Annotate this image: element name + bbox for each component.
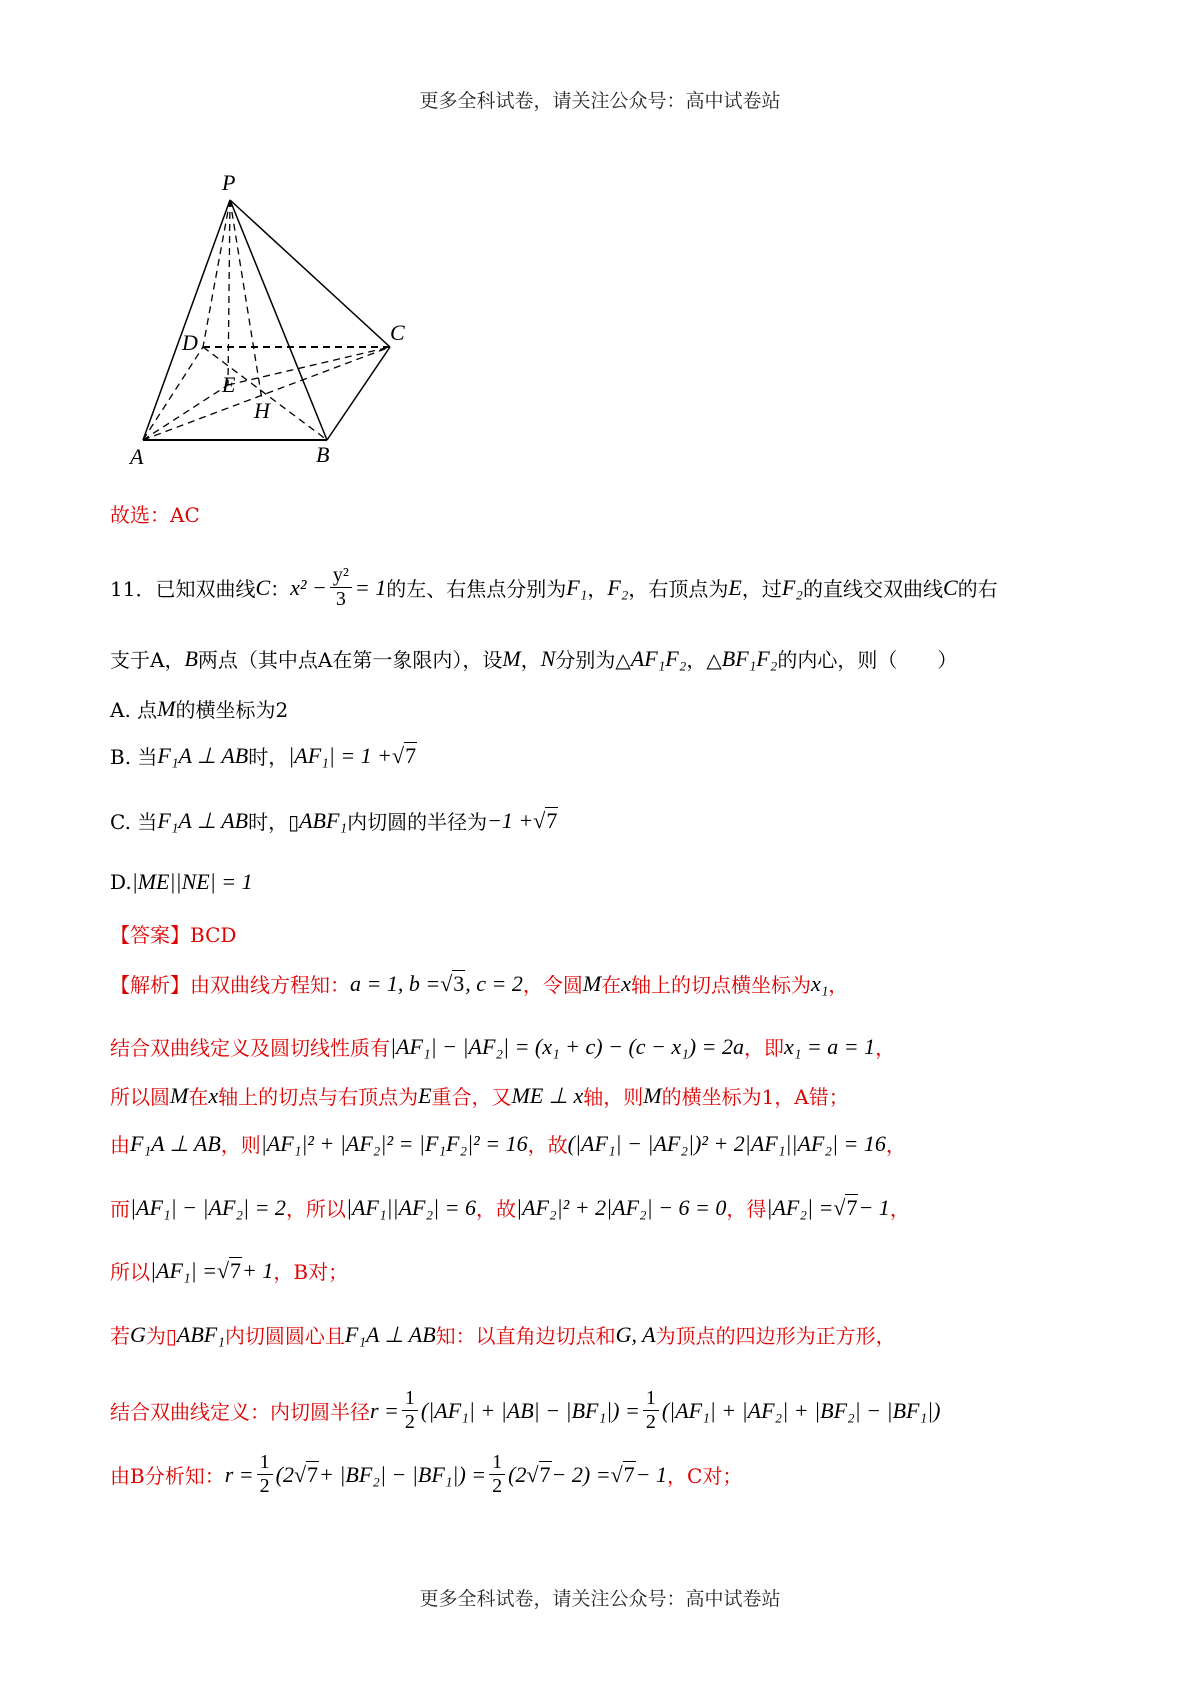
text-segment: D.: [110, 870, 132, 894]
pyramid-figure: [0, 0, 500, 480]
math-expression: F₁: [566, 574, 588, 600]
math-expression: BF₁F₂: [721, 645, 778, 671]
math-expression: (2: [508, 1461, 527, 1487]
text-segment: ，令圆: [522, 973, 583, 997]
text-segment: 内切圆圆心且: [224, 1324, 345, 1348]
math-expression: G: [130, 1321, 146, 1347]
edge-PH: [230, 200, 262, 400]
text-segment: 在: [188, 1085, 209, 1109]
math-expression: x₁: [811, 970, 829, 996]
text-segment: 而: [110, 1197, 130, 1221]
math-expression: |ME||NE| = 1: [131, 869, 253, 894]
numerator: 1: [643, 1387, 659, 1411]
label-P: P: [222, 170, 236, 195]
math-expression: M: [170, 1082, 189, 1108]
text-segment: ，: [587, 577, 608, 601]
text-segment: A. 点: [110, 698, 158, 722]
math-expression: −1 +: [487, 807, 534, 833]
math-expression: |AF₁| =: [150, 1257, 217, 1283]
text-segment: 【解析】由双曲线方程知：: [110, 973, 350, 997]
text-segment: ：: [270, 577, 291, 601]
radicand: 7: [623, 1461, 635, 1487]
math-expression: |AF₂|² + 2|AF₂| − 6 = 0: [516, 1194, 727, 1220]
text-segment: 所以圆: [110, 1085, 170, 1109]
math-expression: E: [728, 574, 742, 600]
numerator: y²: [330, 564, 352, 588]
math-expression: E: [418, 1082, 432, 1108]
text-line: [110, 499, 200, 528]
text-segment: 结合双曲线定义：内切圆半径: [110, 1400, 370, 1424]
math-expression: |AF₁|² + |AF₂|² = |F₁F₂|² = 16: [260, 1130, 528, 1156]
text-line: [110, 1256, 348, 1285]
text-segment: 的内心，则（ ）: [777, 648, 958, 672]
square-root: [217, 1258, 242, 1284]
math-expression: r =: [224, 1461, 254, 1487]
text-segment: 若: [110, 1324, 130, 1348]
math-expression: (|AF₁| − |AF₂|)² + 2|AF₁||AF₂| = 16: [567, 1130, 886, 1156]
radicand: 3: [453, 970, 465, 996]
text-line: [110, 806, 558, 835]
math-expression: M: [582, 970, 602, 996]
text-line: [110, 969, 848, 998]
text-line: [110, 919, 236, 948]
radical-sign: √: [833, 1194, 846, 1220]
fraction: [489, 1451, 505, 1498]
text-segment: 结合双曲线定义及圆切线性质有: [110, 1036, 390, 1060]
math-expression: C: [255, 574, 271, 600]
edge-PB: [230, 200, 327, 440]
text-segment: 由B分析知：: [110, 1464, 225, 1488]
denominator: 3: [335, 588, 346, 610]
denominator: 2: [645, 1411, 656, 1433]
math-expression: |AF₂| =: [766, 1194, 834, 1220]
edge-AD: [143, 347, 203, 440]
radical-sign: √: [216, 1257, 230, 1283]
math-expression: F₁A ⊥ AB: [157, 807, 249, 833]
text-line: [110, 1129, 906, 1158]
math-expression: (2: [275, 1461, 294, 1487]
square-root: [533, 808, 558, 834]
text-segment: 【答案】BCD: [110, 923, 237, 947]
math-expression: AF₁F₂: [630, 645, 687, 671]
radicand: 7: [539, 1461, 551, 1487]
text-line: [110, 1193, 910, 1222]
square-root: [526, 1462, 551, 1488]
text-segment: ，C对；: [667, 1464, 743, 1488]
text-segment: ，得: [726, 1197, 767, 1221]
text-line: [110, 1320, 896, 1349]
math-expression: − 1: [635, 1461, 668, 1487]
text-segment: ，: [889, 1197, 910, 1221]
text-segment: ，: [828, 973, 849, 997]
text-segment: 轴上的切点横坐标为: [631, 973, 811, 997]
math-expression: F₂: [781, 574, 803, 600]
text-segment: 分别为△: [555, 648, 631, 672]
math-expression: |AF₁| = 1 +: [288, 742, 393, 768]
math-expression: , c = 2: [465, 970, 523, 996]
text-line: [110, 869, 253, 895]
text-segment: ，则: [220, 1133, 261, 1157]
fraction: [330, 564, 352, 611]
edge-PD: [203, 200, 230, 347]
text-segment: 为▯: [145, 1324, 177, 1348]
math-expression: N: [540, 645, 556, 671]
math-expression: |AF₁| − |AF₂| = 2: [130, 1194, 286, 1220]
text-segment: ，故: [476, 1197, 517, 1221]
denominator: 2: [492, 1475, 503, 1497]
math-expression: x₁ = a = 1: [783, 1033, 876, 1059]
math-expression: C: [942, 574, 958, 600]
square-root: [833, 1195, 858, 1221]
text-line: [110, 1451, 742, 1498]
fraction: [257, 1451, 273, 1498]
text-line: [110, 644, 957, 673]
edge-AC: [143, 347, 390, 440]
text-segment: 的横坐标为2: [175, 698, 289, 722]
text-line: [110, 741, 417, 770]
text-segment: 重合，又: [431, 1085, 512, 1109]
radical-sign: √: [293, 1461, 307, 1487]
math-expression: F₁A ⊥ AB: [157, 742, 249, 768]
page-header: 更多全科试卷，请关注公众号：高中试卷站: [419, 90, 781, 112]
text-segment: 两点（其中点A在第一象限内），设: [197, 648, 503, 672]
math-expression: F₁A ⊥ AB: [130, 1130, 221, 1156]
text-segment: B. 当: [110, 745, 158, 769]
text-segment: 轴，则: [583, 1085, 644, 1109]
math-expression: |AF₁| − |AF₂| = (x₁ + c) − (c − x₁) = 2a: [390, 1033, 744, 1059]
text-segment: 内切圆的半径为: [347, 810, 488, 834]
math-expression: ABF₁: [299, 807, 348, 833]
label-A: A: [130, 444, 144, 469]
text-segment: 知：以直角边切点和: [435, 1324, 616, 1348]
text-segment: ，故: [527, 1133, 568, 1157]
edge-PA: [143, 200, 230, 440]
math-expression: ME ⊥ x: [511, 1082, 584, 1108]
edge-EC: [228, 347, 390, 385]
denominator: 2: [259, 1475, 270, 1497]
math-expression: a = 1, b =: [350, 970, 441, 996]
text-segment: 由: [110, 1133, 130, 1157]
square-root: [611, 1462, 636, 1488]
text-segment: 故选：AC: [110, 503, 200, 527]
text-segment: 的横坐标为1，A错；: [661, 1085, 849, 1109]
text-line: [110, 564, 998, 611]
text-segment: 支于A，: [110, 648, 185, 672]
math-expression: r =: [370, 1397, 399, 1423]
label-C: C: [390, 320, 405, 345]
math-expression: x: [208, 1082, 219, 1108]
radicand: 7: [230, 1257, 242, 1283]
text-segment: 11．已知双曲线: [110, 577, 256, 601]
fraction: [643, 1387, 659, 1434]
math-expression: x² −: [290, 574, 327, 600]
radical-sign: √: [526, 1461, 539, 1487]
math-expression: = 1: [354, 574, 387, 600]
label-H: H: [254, 398, 270, 423]
text-segment: ，: [875, 1036, 896, 1060]
fraction: [402, 1387, 418, 1434]
math-expression: M: [643, 1082, 662, 1108]
text-segment: ，右顶点为: [628, 577, 729, 601]
square-root: [294, 1462, 319, 1488]
edge-PE: [228, 200, 230, 385]
text-segment: 为顶点的四边形为正方形，: [655, 1324, 896, 1348]
text-segment: ，: [520, 648, 541, 672]
text-segment: ，过: [741, 577, 782, 601]
text-segment: C. 当: [110, 810, 158, 834]
numerator: 1: [257, 1451, 273, 1475]
label-E: E: [222, 372, 236, 397]
math-expression: (|AF₁| + |AB| − |BF₁|) =: [420, 1397, 640, 1423]
edge-PC: [230, 200, 390, 347]
text-segment: 轴上的切点与右顶点为: [218, 1085, 419, 1109]
math-expression: M: [502, 645, 521, 671]
text-segment: ，: [885, 1133, 906, 1157]
text-line: [110, 1032, 895, 1061]
text-segment: 的左、右焦点分别为: [386, 577, 567, 601]
radical-sign: √: [440, 970, 453, 996]
text-segment: 在: [601, 973, 622, 997]
math-expression: F₁A ⊥ AB: [344, 1321, 436, 1347]
denominator: 2: [404, 1411, 415, 1433]
radical-sign: √: [533, 807, 546, 833]
radicand: 7: [405, 742, 417, 768]
radicand: 7: [846, 1194, 858, 1220]
math-expression: − 2) =: [551, 1461, 611, 1487]
square-root: [392, 743, 417, 769]
text-segment: ，△: [686, 648, 722, 672]
radical-sign: √: [610, 1461, 623, 1487]
page-footer: 更多全科试卷，请关注公众号：高中试卷站: [419, 1588, 781, 1610]
square-root: [440, 971, 465, 997]
text-segment: ，B对；: [273, 1260, 349, 1284]
text-segment: 时，▯: [248, 810, 300, 834]
edge-BC: [327, 347, 390, 440]
text-line: [110, 694, 288, 723]
text-segment: 时，: [248, 745, 289, 769]
label-D: D: [182, 330, 198, 355]
text-segment: ，即: [743, 1036, 784, 1060]
text-line: [110, 1081, 849, 1110]
math-expression: + |BF₂| − |BF₁|) =: [319, 1461, 487, 1487]
radical-sign: √: [392, 742, 405, 768]
label-B: B: [316, 442, 330, 467]
math-expression: F₂: [607, 574, 629, 600]
math-expression: (|AF₁| + |AF₂| + |BF₂| − |BF₁|): [661, 1397, 941, 1423]
math-expression: x: [621, 970, 631, 996]
text-segment: 所以: [110, 1260, 150, 1284]
numerator: 1: [489, 1451, 505, 1475]
text-segment: 的直线交双曲线: [802, 577, 943, 601]
text-line: [110, 1387, 941, 1434]
math-expression: + 1: [242, 1257, 274, 1283]
math-expression: |AF₁||AF₂| = 6: [345, 1194, 477, 1220]
math-expression: ABF₁: [176, 1321, 225, 1347]
radicand: 7: [307, 1461, 319, 1487]
math-expression: B: [184, 645, 198, 671]
numerator: 1: [402, 1387, 418, 1411]
text-segment: ，所以: [285, 1197, 346, 1221]
math-expression: − 1: [858, 1194, 890, 1220]
math-expression: M: [157, 695, 176, 721]
radicand: 7: [546, 807, 558, 833]
math-expression: G, A: [615, 1321, 656, 1347]
text-segment: 的右: [957, 577, 998, 601]
